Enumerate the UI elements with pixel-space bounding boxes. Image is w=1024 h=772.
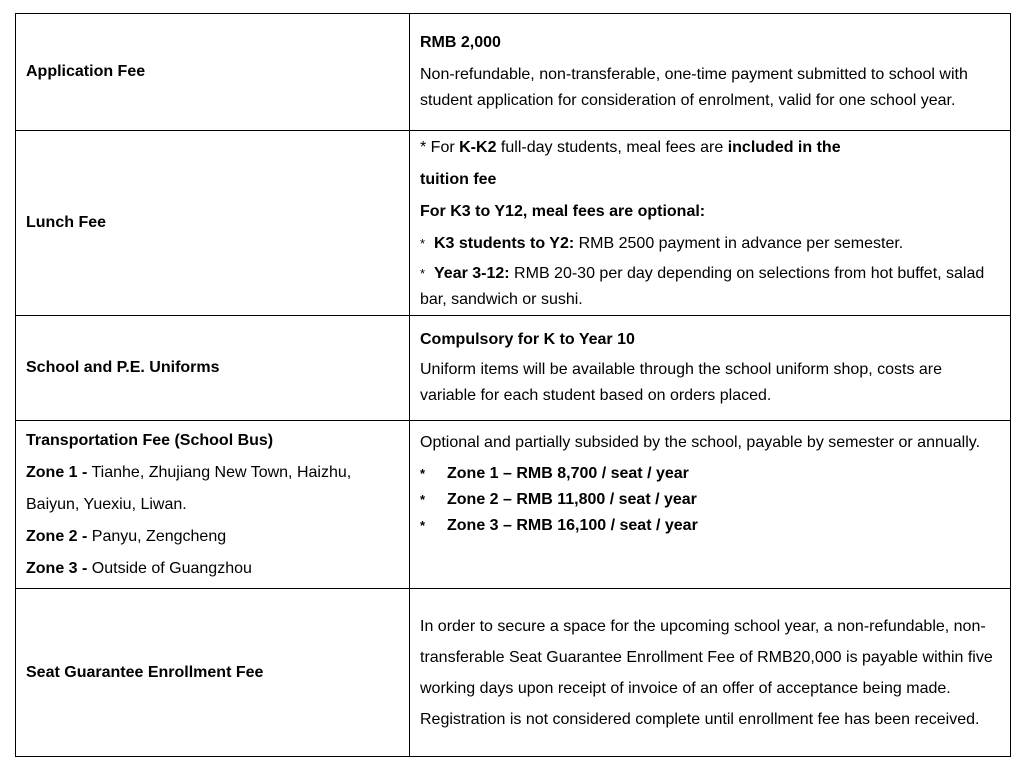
- bullet-icon: *: [420, 266, 426, 281]
- lunch-fee-intro: * For K-K2 full-day students, meal fees are included in the: [420, 139, 841, 156]
- uniforms-heading: Compulsory for K to Year 10: [420, 331, 635, 348]
- bullet-icon: *: [420, 236, 426, 251]
- transport-price-zone1: * Zone 1 – RMB 8,700 / seat / year: [420, 461, 1002, 487]
- lunch-fee-intro-cont: tuition fee: [420, 171, 497, 188]
- uniforms-details: [410, 316, 1011, 421]
- transport-zone3: Zone 3 - Outside of Guangzhou: [26, 559, 252, 577]
- transport-label-cell: [16, 421, 410, 589]
- table-row: [16, 421, 1011, 589]
- application-fee-amount: RMB 2,000: [420, 34, 501, 51]
- transport-price-zone2: * Zone 2 – RMB 11,800 / seat / year: [420, 487, 1002, 513]
- transport-zone1: Zone 1 - Tianhe, Zhujiang New Town, Haizhu, Baiyun, Yuexiu, Liwan.: [26, 463, 352, 513]
- application-fee-description: Non-refundable, non-transferable, one-time payment submitted to school with student application for consideration of enrolment, valid for one school year.: [420, 66, 968, 109]
- bullet-icon: *: [420, 518, 426, 533]
- uniforms-description: Uniform items will be available through the school uniform shop, costs are variable for each student based on orders placed.: [420, 361, 943, 404]
- table-row: [16, 131, 1011, 316]
- lunch-fee-optional-heading: For K3 to Y12, meal fees are optional:: [420, 203, 706, 220]
- lunch-fee-details: [410, 131, 1011, 316]
- application-fee-details: [410, 14, 1011, 131]
- lunch-fee-item-y3: * Year 3-12: RMB 20-30 per day depending on selections from hot buffet, salad bar, sandwich or sushi.: [420, 261, 1002, 313]
- table-row: [16, 589, 1011, 757]
- table-row: [16, 316, 1011, 421]
- uniforms-label: School and P.E. Uniforms: [16, 316, 410, 421]
- fee-table: [15, 13, 1011, 757]
- transport-description: Optional and partially subsided by the school, payable by semester or annually.: [420, 434, 981, 451]
- table-row: [16, 14, 1011, 131]
- seat-guarantee-label: Seat Guarantee Enrollment Fee: [16, 589, 410, 757]
- transport-zone2: Zone 2 - Panyu, Zengcheng: [26, 527, 227, 545]
- transport-details: [410, 421, 1011, 589]
- transport-label: Transportation Fee (School Bus): [26, 431, 274, 449]
- lunch-fee-label: Lunch Fee: [16, 131, 410, 316]
- transport-price-zone3: * Zone 3 – RMB 16,100 / seat / year: [420, 513, 1002, 539]
- seat-guarantee-description: In order to secure a space for the upcoming school year, a non-refundable, non-transferable Seat Guarantee Enrollment Fee of RMB20,000 is payable within five working days upon receipt of invoice of an offer of acceptance being made. Registration is not considered complete until enrollment fee has been received.: [410, 589, 1011, 757]
- bullet-icon: *: [420, 466, 426, 481]
- lunch-fee-item-k3: * K3 students to Y2: RMB 2500 payment in advance per semester.: [420, 229, 1002, 259]
- application-fee-label: Application Fee: [16, 14, 410, 131]
- bullet-icon: *: [420, 492, 426, 507]
